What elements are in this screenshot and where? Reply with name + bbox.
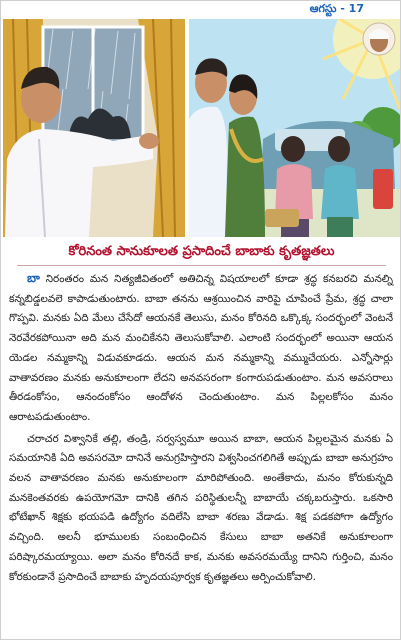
article-title-bar xyxy=(1,242,401,264)
page-date-label: ఆగస్టు - 17 xyxy=(309,2,364,15)
article-paragraph-1-text: నిరంతరం మన నిత్యజీవితంలో అతిచిన్న విషయాలలో కూడా శ్రద్ధ కనబరచి మనల్ని కన్నబిడ్డలవలె కాపాడుతుంటారు. బాబా తనను ఆశ్రయించిన వారిపై చూపించే ప్రేమ, శ్రద్ధ చాలా గొప్పవి. మనకు ఏది మేలు చేసేదో ఆయనకే తెలుసు, మనం కోరినది ఒక్కొక్క సందర్భంలో వెంటనే నెరవేరకపోయినా అది మన మంచికేనని తెలుసుకోవాలి. ఎలాంటి సందర్భంలో అయినా ఆయన యెడల నమ్మకాన్ని విడువకూడదు. ఆయన మన నమ్మకాన్ని వమ్ముచేయరు. ఎన్నోసార్లు వాతావరణం మనకు అనుకూలంగా లేదని అనవసరంగా కంగారుపడుతుంటాం. మన అవసరాలు తీరడంకోసం, ఆనందంకోసం ఆందోళన చెందుతుంటాం. మన పిల్లలకోసం మనం ఆరాటపడుతుంటాం. xyxy=(9,273,393,423)
man-at-window-scene xyxy=(3,19,185,237)
family-scene xyxy=(189,19,400,237)
page-header xyxy=(1,1,401,19)
article-title: కోరినంత సానుకూలత ప్రసాదించే బాబాకు కృతజ్ఞతలు xyxy=(68,244,335,259)
article-paragraph-2: చరాచర విశ్వానికే తల్లి, తండ్రి, సర్వస్వమూ అయిన బాబా, ఆయన పిల్లలమైన మనకు ఏ సమయానికి ఏది అవసరమో దానినే అనుగ్రహిస్తారని విశ్వసించగలిగితే అప్పుడు బాబా అనుగ్రహం వలన వాతావరణం మనకు అనుకూలంగా మారిపోతుంది. అంతేకాదు, మనం కోరుకున్నది మనకెంతవరకు ఉపయోగమో దానికి తగిన పరిస్థితులన్నీ బాబాయే చక్కబరుస్తారు. ఒకసారి భోటేఖాన్ శిక్షకు భయపడి ఉద్యోగం వదిలేసి బాబా శరణు వేడాడు. శిక్ష పడకపోగా ఉద్యోగం వచ్చింది. అలనీ భూములకు సంబంధించిన కేసులు బాబా అతనికే అనుకూలంగా పరిష్కారమయ్యాయి. అలా మనం కోరినదే కాక, మనకు అవసరమయ్యే దానిని గుర్తించి, మనం కోరకుండానే ప్రసాదించే బాబాకు హృదయపూర్వక కృతజ్ఞతలు అర్పించుకోవాలి. xyxy=(9,432,393,583)
story-illustration xyxy=(3,19,400,237)
article-paragraph-1 xyxy=(9,269,393,428)
drop-cap: బా xyxy=(27,271,40,285)
title-underline xyxy=(17,265,386,266)
article-body xyxy=(9,269,393,587)
